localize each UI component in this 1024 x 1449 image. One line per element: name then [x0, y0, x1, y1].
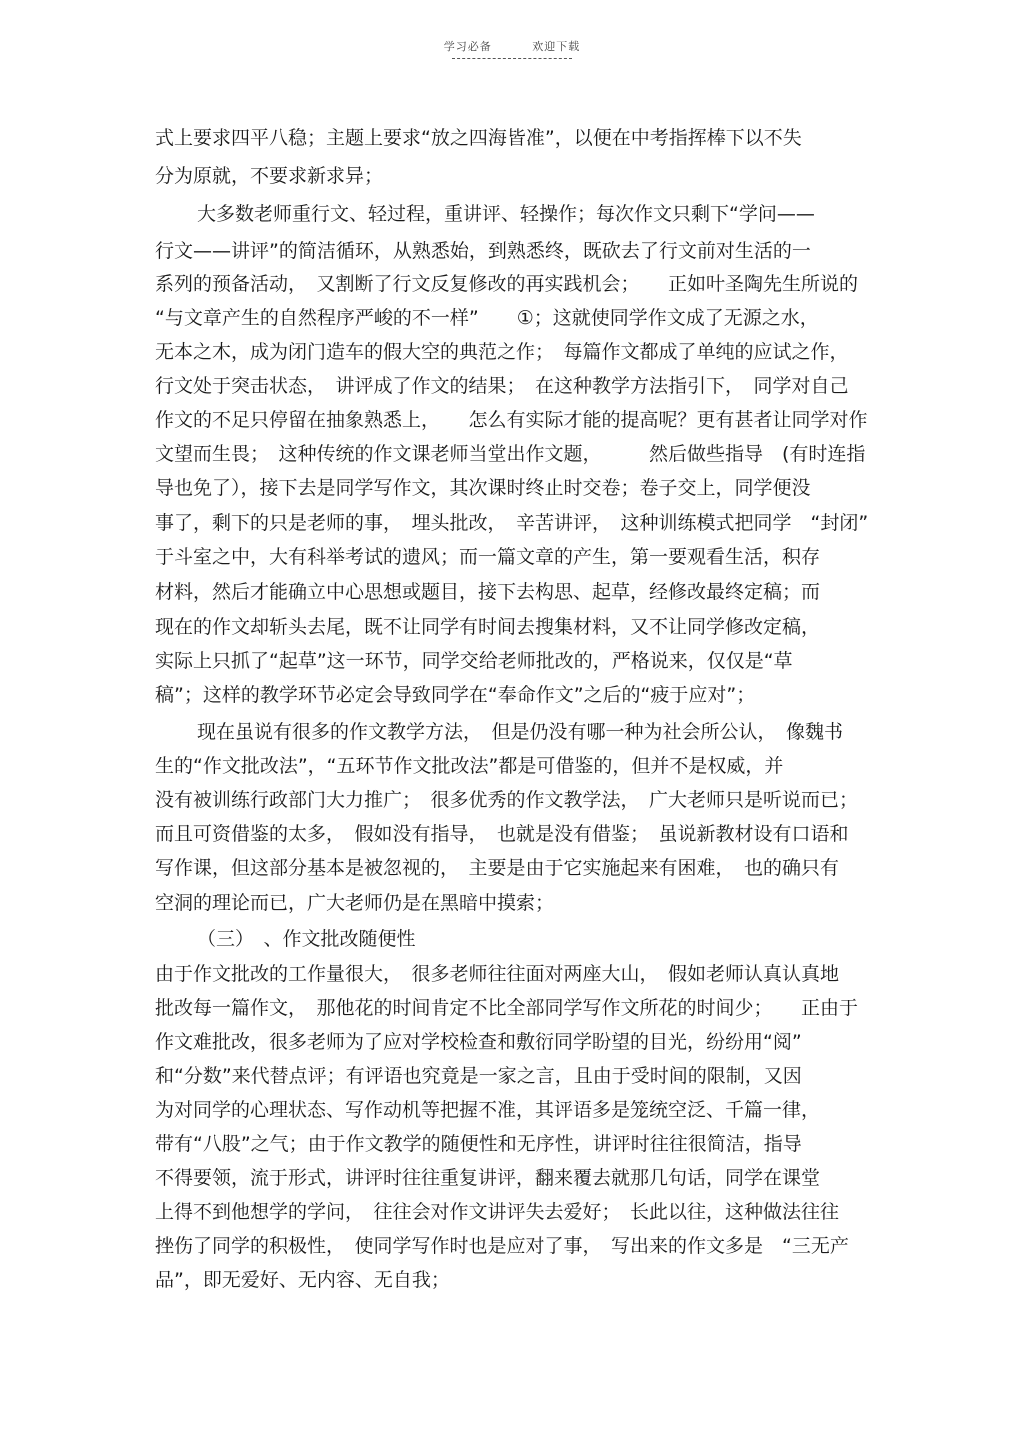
text-line: 式上要求四平八稳；主题上要求“放之四海皆准”，以便在中考指挥棒下以不失: [155, 127, 802, 149]
text-line: 导也免了），接下去是同学写作文，其次课时终止时交卷；卷子交上，同学便没: [155, 477, 811, 499]
text-line: 现在的作文却斩头去尾，既不让同学有时间去搜集材料，又不让同学修改定稿，: [155, 616, 821, 638]
header-left-text: 学习必备: [443, 40, 492, 53]
text-line: 和“分数”来代替点评；有评语也究竟是一家之言，且由于受时间的限制，又因: [155, 1065, 802, 1087]
text-line: 空洞的理论而已，广大老师仍是在黑暗中摸索；: [155, 892, 555, 914]
text-line: 带有“八股”之气；由于作文教学的随便性和无序性，讲评时往往很简洁，指导: [155, 1133, 802, 1155]
text-line: “与文章产生的自然程序严峻的不一样” ①；这就使同学作文成了无源之水，: [155, 307, 819, 329]
text-line: 大多数老师重行文、轻过程，重讲评、轻操作；每次作文只剩下“学问——: [197, 203, 815, 225]
text-line: 行文——讲评”的简洁循环，从熟悉始，到熟悉终，既砍去了行文前对生活的一: [155, 240, 811, 262]
text-line: 稿”；这样的教学环节必定会导致同学在“奉命作文”之后的“疲于应对”；: [155, 684, 756, 706]
section-heading: （三） 、作文批改随便性: [197, 928, 416, 950]
header-right-text: 欢迎下载: [532, 40, 581, 53]
text-line: 生的“作文批改法”，“五环节作文批改法”都是可借鉴的，但并不是权威，并: [155, 755, 784, 777]
text-line: 于斗室之中，大有科举考试的遗风；而一篇文章的产生，第一要观看生活，积存: [155, 546, 821, 568]
text-line: 品”，即无爱好、无内容、无自我；: [155, 1269, 450, 1291]
text-line: 现在虽说有很多的作文教学方法， 但是仍没有哪一种为社会所公认， 像魏书: [197, 721, 844, 743]
page-header: [0, 38, 1024, 54]
text-line: 作文的不足只停留在抽象熟悉上， 怎么有实际才能的提高呢？更有甚者让同学对作: [155, 409, 868, 431]
text-line: 无本之木，成为闭门造车的假大空的典范之作； 每篇作文都成了单纯的应试之作，: [155, 341, 849, 363]
text-line: 作文难批改，很多老师为了应对学校检查和敷衍同学盼望的目光，纷纷用“阅”: [155, 1031, 802, 1053]
text-line: 实际上只抓了“起草”这一环节，同学交给老师批改的，严格说来，仅仅是“草: [155, 650, 793, 672]
text-line: 不得要领，流于形式，讲评时往往重复讲评，翻来覆去就那几句话，同学在课堂: [155, 1167, 821, 1189]
text-line: 事了，剩下的只是老师的事， 埋头批改， 辛苦讲评， 这种训练模式把同学 “封闭”: [155, 512, 869, 534]
text-line: 挫伤了同学的积极性， 使同学写作时也是应对了事， 写出来的作文多是 “三无产: [155, 1235, 849, 1257]
text-line: 文望而生畏； 这种传统的作文课老师当堂出作文题， 然后做些指导 (有时连指: [155, 443, 866, 465]
header-divider: [452, 58, 572, 59]
text-line: 而且可资借鉴的太多， 假如没有指导， 也就是没有借鉴； 虽说新教材设有口语和: [155, 823, 849, 845]
text-line: 由于作文批改的工作量很大， 很多老师往往面对两座大山， 假如老师认真认真地: [155, 963, 840, 985]
text-line: 行文处于突击状态， 讲评成了作文的结果； 在这种教学方法指引下， 同学对自己: [155, 375, 849, 397]
text-line: 分为原就，不要求新求异；: [155, 165, 384, 187]
text-line: 系列的预备活动， 又割断了行文反复修改的再实践机会； 正如叶圣陶先生所说的: [155, 273, 859, 295]
text-line: 批改每一篇作文， 那他花的时间肯定不比全部同学写作文所花的时间少； 正由于: [155, 997, 859, 1019]
text-line: 上得不到他想学的学问， 往往会对作文讲评失去爱好； 长此以往，这种做法往往: [155, 1201, 840, 1223]
text-line: 写作课，但这部分基本是被忽视的， 主要是由于它实施起来有困难， 也的确只有: [155, 857, 840, 879]
text-line: 材料，然后才能确立中心思想或题目，接下去构思、起草，经修改最终定稿；而: [155, 581, 821, 603]
text-line: 为对同学的心理状态、写作动机等把握不准，其评语多是笼统空泛、千篇一律，: [155, 1099, 821, 1121]
text-line: 没有被训练行政部门大力推广； 很多优秀的作文教学法， 广大老师只是听说而已；: [155, 789, 859, 811]
